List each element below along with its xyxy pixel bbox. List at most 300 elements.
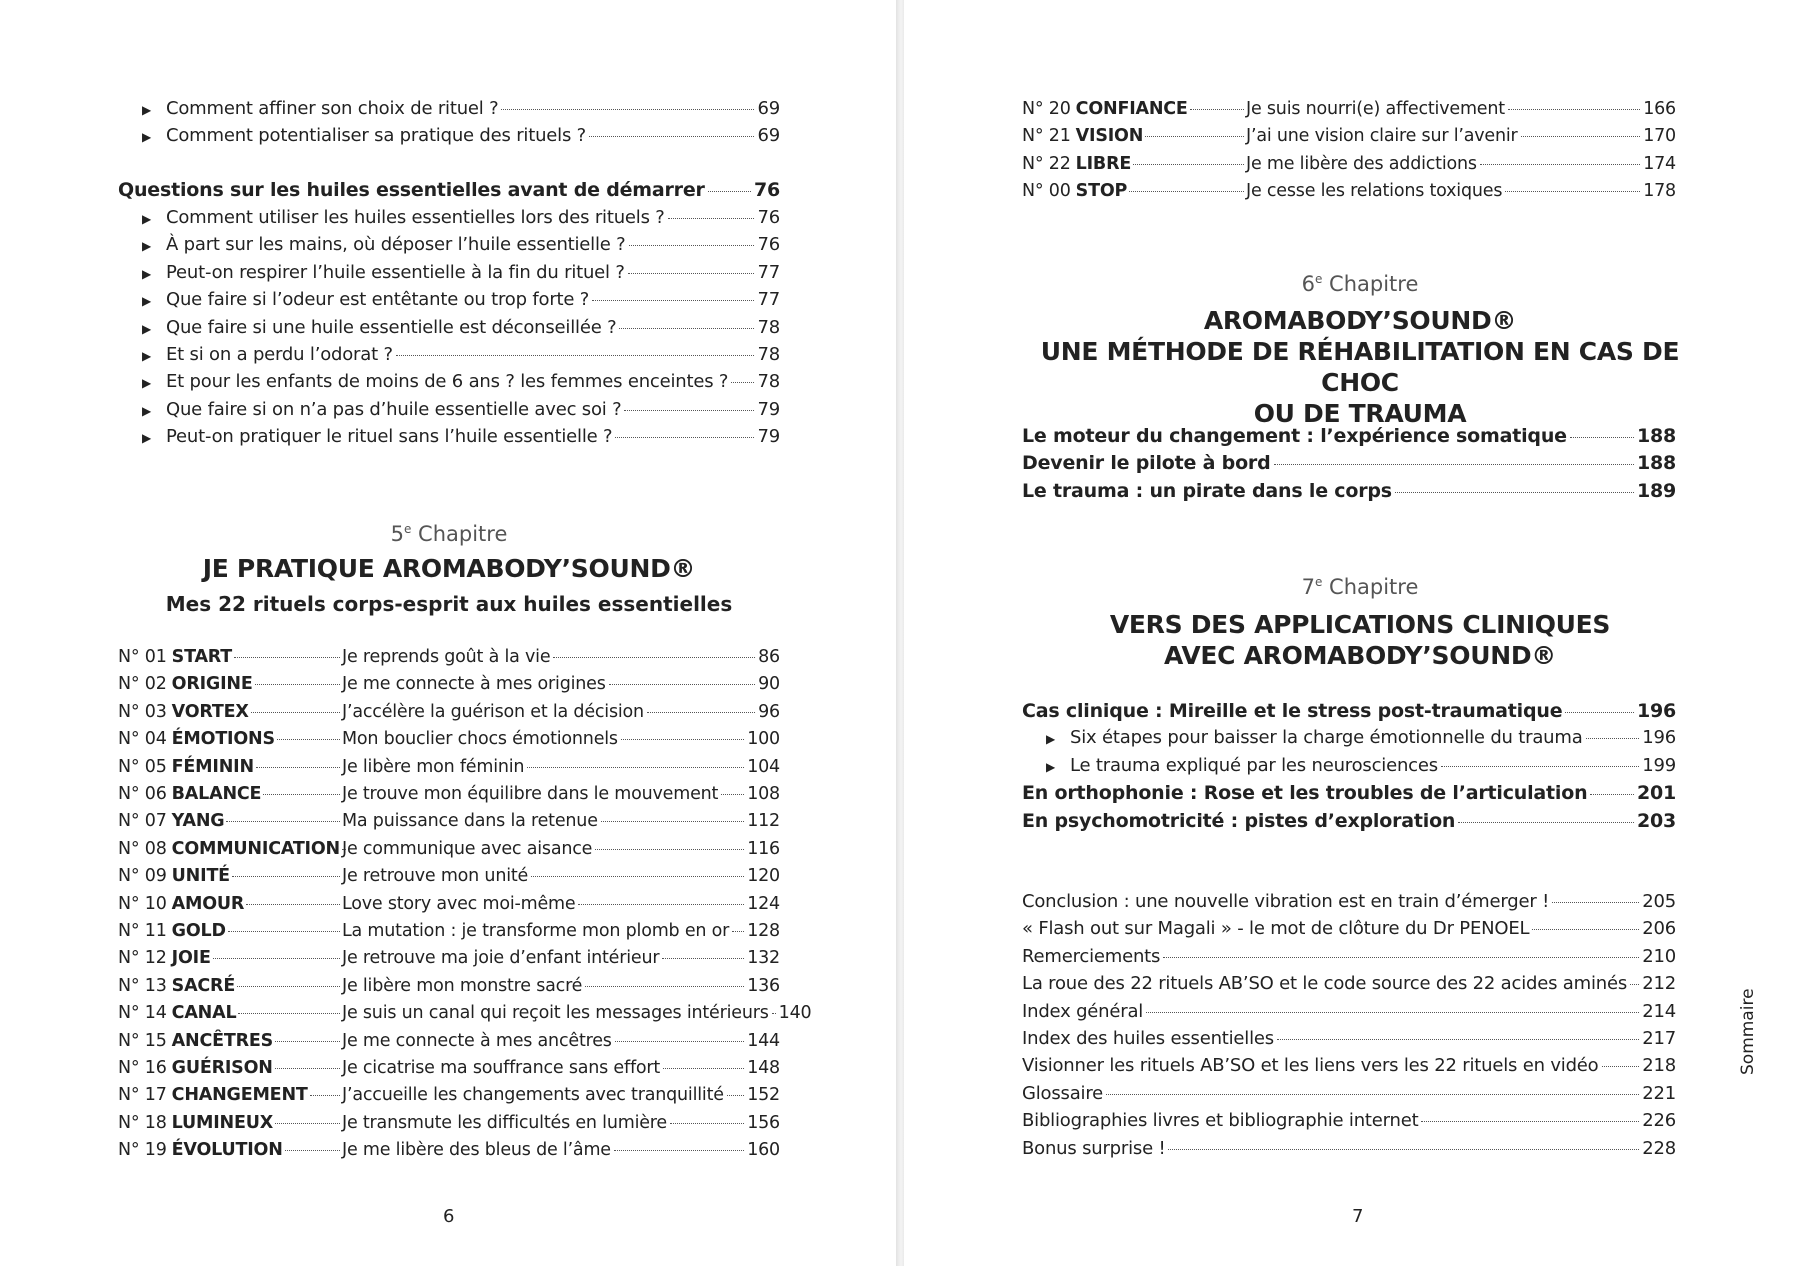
- dot-leader: [1395, 492, 1634, 493]
- dot-leader: [1508, 109, 1640, 110]
- dot-leader: [285, 1150, 340, 1151]
- ritual-label-group: [1022, 179, 1246, 203]
- ritual-name: JOIE: [171, 948, 211, 969]
- triangle-right-icon: ▶: [1046, 759, 1056, 774]
- ritual-label-group: [118, 864, 342, 888]
- dot-leader: [396, 355, 755, 356]
- toc-page-number: 79: [757, 426, 780, 448]
- ritual-number: N° 18: [118, 1112, 167, 1133]
- toc-section-heading[interactable]: [118, 178, 780, 202]
- dot-leader: [578, 904, 744, 905]
- dot-leader: [1277, 1039, 1639, 1040]
- dot-leader: [1168, 1149, 1639, 1150]
- chapter-6-title-line: UNE MÉTHODE DE RÉHABILITATION EN CAS DE CHOC: [1040, 337, 1680, 397]
- ritual-description: Je communique avec aisance: [342, 838, 593, 859]
- toc-page-number: 69: [757, 125, 780, 147]
- dot-leader: [1521, 136, 1641, 137]
- ritual-label-group: [118, 892, 342, 916]
- ritual-name: ÉMOTIONS: [171, 729, 275, 750]
- ritual-entry[interactable]: [118, 1029, 780, 1053]
- dot-leader: [1505, 191, 1640, 192]
- ritual-entry[interactable]: [118, 919, 780, 943]
- ritual-description: J’accélère la guérison et la décision: [342, 701, 644, 722]
- toc-subentry[interactable]: [1046, 726, 1676, 751]
- dot-leader: [727, 1095, 744, 1096]
- ritual-number: N° 22: [1022, 153, 1071, 174]
- dot-leader: [1565, 712, 1634, 713]
- dot-leader: [1190, 109, 1244, 110]
- ritual-label-group: [1022, 152, 1246, 176]
- chapter-5-subtitle: Mes 22 rituels corps-esprit aux huiles essentielles: [165, 592, 733, 616]
- toc-page-number: 221: [1642, 1082, 1676, 1104]
- toc-section-heading[interactable]: [1022, 424, 1676, 448]
- ritual-number: N° 08: [118, 838, 167, 859]
- toc-page-number: 174: [1643, 153, 1676, 174]
- toc-entry-title: Que faire si une huile essentielle est déconseillée ?: [166, 316, 617, 338]
- page-number-left: 6: [443, 1206, 455, 1227]
- ritual-description: Je suis un canal qui reçoit les messages intérieurs: [342, 1003, 769, 1024]
- ritual-description: La mutation : je transforme mon plomb en or: [342, 921, 730, 941]
- ritual-number: N° 12: [118, 948, 167, 969]
- dot-leader: [1133, 164, 1244, 165]
- ritual-description: Je retrouve ma joie d’enfant intérieur: [342, 948, 660, 969]
- ritual-label-group: [118, 1029, 342, 1053]
- toc-entry-title: Remerciements: [1022, 945, 1161, 967]
- toc-entry-title: Index général: [1022, 1000, 1144, 1022]
- dot-leader: [1630, 984, 1639, 985]
- dot-leader: [1480, 164, 1640, 165]
- ritual-entry[interactable]: [118, 1083, 780, 1107]
- toc-section-heading[interactable]: [1022, 479, 1676, 503]
- toc-entry-title: Comment potentialiser sa pratique des rituels ?: [166, 125, 587, 147]
- ritual-entry[interactable]: [118, 755, 780, 779]
- ritual-name: CHANGEMENT: [171, 1085, 308, 1106]
- ritual-description: Je transmute les difficultés en lumière: [342, 1112, 667, 1133]
- ritual-label-group: [118, 727, 342, 751]
- toc-back-matter-entry[interactable]: [1022, 1027, 1676, 1051]
- chapter-7-title: [1030, 609, 1690, 671]
- ritual-name: GUÉRISON: [171, 1058, 273, 1078]
- triangle-right-icon: ▶: [142, 212, 152, 226]
- ritual-number: N° 11: [118, 921, 167, 941]
- toc-page-number: 196: [1642, 727, 1676, 749]
- toc-back-matter-entry[interactable]: [1022, 890, 1676, 914]
- dot-leader: [256, 767, 340, 768]
- toc-section-heading[interactable]: [1022, 809, 1676, 833]
- ritual-label-group: [118, 645, 342, 669]
- ritual-description: Ma puissance dans la retenue: [342, 811, 598, 832]
- dot-leader: [275, 1041, 340, 1042]
- dot-leader: [1570, 437, 1634, 438]
- ritual-description: Mon bouclier chocs émotionnels: [342, 729, 618, 750]
- dot-leader: [589, 136, 754, 137]
- dot-leader: [1552, 902, 1639, 903]
- toc-page-number: 188: [1636, 425, 1676, 447]
- toc-subentry[interactable]: [142, 343, 780, 368]
- ritual-entry[interactable]: [1022, 152, 1676, 176]
- dot-leader: [246, 904, 340, 905]
- toc-page-number: 201: [1636, 782, 1676, 805]
- toc-entry-title: Comment affiner son choix de rituel ?: [166, 98, 499, 119]
- ritual-description: Je me connecte à mes origines: [342, 674, 606, 695]
- dot-leader: [251, 712, 340, 713]
- ritual-entry[interactable]: [118, 645, 780, 669]
- ritual-number: N° 01: [118, 647, 167, 667]
- chapter-6-label: 6e Chapitre: [1301, 272, 1419, 296]
- ritual-name: VORTEX: [171, 701, 249, 722]
- toc-page-number: 178: [1643, 181, 1676, 202]
- dot-leader: [213, 958, 340, 959]
- toc-entry-title: Que faire si l’odeur est entêtante ou trop forte ?: [166, 289, 590, 311]
- ritual-label-group: [118, 672, 342, 696]
- ritual-entry[interactable]: [118, 700, 780, 724]
- toc-page-number: 78: [757, 344, 780, 365]
- toc-entry-title: Devenir le pilote à bord: [1022, 452, 1271, 475]
- ritual-entry[interactable]: [118, 946, 780, 970]
- dot-leader: [647, 712, 755, 713]
- ritual-entry[interactable]: [118, 974, 780, 998]
- chapter-7-title-line: VERS DES APPLICATIONS CLINIQUES: [1109, 610, 1611, 639]
- ritual-description: Je reprends goût à la vie: [342, 647, 551, 667]
- dot-leader: [342, 849, 346, 850]
- ritual-entry[interactable]: [1022, 179, 1676, 203]
- ritual-number: N° 03: [118, 701, 167, 722]
- ritual-number: N° 19: [118, 1140, 167, 1161]
- dot-leader: [621, 739, 744, 740]
- dot-leader: [1441, 766, 1639, 767]
- dot-leader: [615, 437, 754, 438]
- dot-leader: [232, 876, 340, 877]
- dot-leader: [238, 1013, 340, 1014]
- toc-page-number: 196: [1636, 700, 1676, 722]
- ritual-entry[interactable]: [118, 864, 780, 888]
- chapter-5-title: JE PRATIQUE AROMABODY’SOUND®: [202, 554, 696, 583]
- dot-leader: [601, 821, 744, 822]
- ritual-name: STOP: [1075, 181, 1128, 202]
- ritual-number: N° 05: [118, 756, 167, 777]
- dot-leader: [277, 739, 340, 740]
- ritual-name: CONFIANCE: [1075, 99, 1188, 119]
- ritual-name: UNITÉ: [171, 866, 230, 887]
- triangle-right-icon: ▶: [142, 130, 152, 145]
- dot-leader: [1106, 1094, 1639, 1095]
- toc-entry-title: En psychomotricité : pistes d’exploration: [1022, 809, 1456, 832]
- dot-leader: [708, 191, 751, 192]
- ritual-label-group: [1022, 124, 1246, 148]
- ritual-entry[interactable]: [118, 782, 780, 806]
- dot-leader: [553, 657, 755, 658]
- toc-subentry[interactable]: [142, 261, 780, 286]
- dot-leader: [609, 684, 755, 685]
- ritual-description: Je me connecte à mes ancêtres: [342, 1030, 612, 1051]
- ritual-name: YANG: [171, 811, 225, 832]
- toc-subentry[interactable]: [142, 288, 780, 313]
- dot-leader: [1532, 929, 1639, 930]
- ritual-number: N° 16: [118, 1058, 167, 1078]
- dot-leader: [226, 821, 340, 822]
- toc-entry-title: Bibliographies livres et bibliographie internet: [1022, 1110, 1419, 1132]
- toc-entry-title: Le trauma expliqué par les neurosciences: [1070, 754, 1438, 776]
- ritual-description: Je cicatrise ma souffrance sans effort: [342, 1058, 661, 1078]
- toc-page-number: 78: [757, 316, 780, 338]
- toc-page-number: 212: [1642, 973, 1676, 995]
- toc-entry-title: « Flash out sur Magali » - le mot de clôture du Dr PENOEL: [1022, 918, 1530, 940]
- triangle-right-icon: ▶: [142, 349, 152, 363]
- chapter-6-title-line: AROMABODY’SOUND®: [1203, 306, 1517, 335]
- ritual-entry[interactable]: [118, 672, 780, 696]
- ritual-entry[interactable]: [118, 892, 780, 916]
- toc-page-number: 100: [747, 729, 780, 750]
- toc-entry-title: Cas clinique : Mireille et le stress post-traumatique: [1022, 700, 1563, 722]
- ritual-entry[interactable]: [1022, 97, 1676, 121]
- ritual-description: J’accueille les changements avec tranquillité: [342, 1085, 724, 1106]
- toc-subentry[interactable]: [142, 97, 780, 122]
- dot-leader: [624, 410, 754, 411]
- toc-page-number: 124: [747, 893, 780, 914]
- toc-page-number: 170: [1643, 126, 1676, 147]
- toc-back-matter-entry[interactable]: [1022, 972, 1676, 996]
- ritual-description: Je cesse les relations toxiques: [1246, 181, 1503, 202]
- dot-leader: [619, 328, 754, 329]
- toc-page-number: 76: [757, 234, 780, 256]
- dot-leader: [592, 300, 754, 301]
- toc-page-number: 112: [747, 811, 780, 832]
- toc-page-number: 69: [757, 98, 780, 119]
- dot-leader: [1146, 1012, 1639, 1013]
- dot-leader: [1458, 822, 1634, 823]
- dot-leader: [263, 794, 340, 795]
- dot-leader: [585, 986, 744, 987]
- triangle-right-icon: ▶: [1046, 732, 1056, 747]
- ritual-label-group: [118, 919, 342, 943]
- triangle-right-icon: ▶: [142, 431, 152, 446]
- dot-leader: [1586, 738, 1640, 739]
- ritual-name: LUMINEUX: [171, 1112, 274, 1133]
- page-number-right: 7: [1352, 1206, 1364, 1227]
- ritual-name: ÉVOLUTION: [171, 1140, 283, 1161]
- toc-entry-title: Bonus surprise !: [1022, 1137, 1166, 1159]
- toc-page-number: 156: [747, 1112, 780, 1133]
- ritual-label-group: [118, 782, 342, 806]
- dot-leader: [629, 245, 755, 246]
- toc-back-matter-entry[interactable]: [1022, 1082, 1676, 1106]
- toc-subentry[interactable]: [142, 370, 780, 395]
- ritual-description: Je trouve mon équilibre dans le mouvement: [342, 784, 719, 804]
- triangle-right-icon: ▶: [142, 294, 152, 309]
- toc-page-number: 76: [757, 207, 780, 228]
- toc-page-number: 228: [1642, 1137, 1676, 1159]
- toc-subentry[interactable]: [142, 206, 780, 231]
- toc-entry-title: Glossaire: [1022, 1082, 1104, 1104]
- toc-page-number: 132: [747, 948, 780, 969]
- ritual-label-group: [118, 1056, 342, 1080]
- ritual-number: N° 09: [118, 866, 167, 887]
- dot-leader: [255, 684, 340, 685]
- toc-page-number: 79: [757, 398, 780, 420]
- toc-subentry[interactable]: [142, 124, 780, 149]
- chapter-7-label: 7e Chapitre: [1301, 575, 1419, 599]
- dot-leader: [1163, 957, 1639, 958]
- toc-entry-title: Six étapes pour baisser la charge émotionnelle du trauma: [1070, 727, 1583, 749]
- toc-back-matter-entry[interactable]: [1022, 917, 1676, 941]
- ritual-label-group: [118, 837, 342, 861]
- ritual-description: Je suis nourri(e) affectivement: [1246, 99, 1505, 119]
- toc-entry-title: Comment utiliser les huiles essentielles lors des rituels ?: [166, 207, 665, 228]
- toc-subentry[interactable]: [1046, 754, 1676, 779]
- ritual-number: N° 02: [118, 674, 167, 695]
- ritual-name: CANAL: [171, 1003, 237, 1024]
- toc-page-number: 152: [747, 1085, 780, 1106]
- toc-entry-title: Que faire si on n’a pas d’huile essentielle avec soi ?: [166, 398, 622, 420]
- ritual-number: N° 07: [118, 811, 167, 832]
- dot-leader: [670, 1123, 744, 1124]
- toc-page-number: 210: [1642, 945, 1676, 967]
- toc-entry-title: Peut-on pratiquer le rituel sans l’huile essentielle ?: [166, 426, 613, 448]
- toc-page-number: 217: [1642, 1028, 1676, 1049]
- dot-leader: [234, 657, 340, 658]
- toc-entry-title: Et pour les enfants de moins de 6 ans ? les femmes enceintes ?: [166, 371, 729, 393]
- ritual-entry[interactable]: [118, 727, 780, 751]
- ritual-number: N° 21: [1022, 126, 1071, 147]
- ritual-number: N° 04: [118, 729, 167, 750]
- toc-page-number: 189: [1636, 479, 1676, 502]
- ritual-name: AMOUR: [171, 893, 245, 914]
- ritual-name: COMMUNICATION: [171, 838, 340, 859]
- triangle-right-icon: ▶: [142, 403, 152, 418]
- toc-back-matter-entry[interactable]: [1022, 945, 1676, 969]
- dot-leader: [275, 1068, 340, 1069]
- toc-page-number: 96: [758, 701, 780, 722]
- toc-page-number: 90: [758, 674, 780, 695]
- dot-leader: [1421, 1121, 1639, 1122]
- ritual-description: Love story avec moi-même: [342, 893, 576, 914]
- toc-page-number: 76: [753, 179, 780, 201]
- ritual-label-group: [118, 755, 342, 779]
- toc-page-number: 188: [1636, 452, 1676, 475]
- ritual-name: GOLD: [171, 921, 226, 941]
- toc-section-heading[interactable]: [1022, 699, 1676, 723]
- toc-page-number: 148: [747, 1058, 780, 1078]
- ritual-description: Je me libère des addictions: [1246, 153, 1477, 174]
- dot-leader: [721, 794, 744, 795]
- toc-page-number: 104: [747, 756, 780, 777]
- dot-leader: [1602, 1066, 1640, 1067]
- triangle-right-icon: ▶: [142, 321, 152, 336]
- dot-leader: [628, 273, 755, 274]
- ritual-description: J’ai une vision claire sur l’avenir: [1246, 126, 1518, 147]
- ritual-label-group: [118, 974, 342, 998]
- ritual-entry[interactable]: [118, 1056, 780, 1080]
- toc-section-heading[interactable]: [1022, 451, 1676, 475]
- toc-back-matter-entry[interactable]: [1022, 1109, 1676, 1133]
- toc-entry-title: Le moteur du changement : l’expérience somatique: [1022, 425, 1567, 447]
- dot-leader: [527, 767, 744, 768]
- ritual-number: N° 10: [118, 893, 167, 914]
- ritual-number: N° 20: [1022, 99, 1071, 119]
- dot-leader: [614, 1150, 744, 1151]
- toc-subentry[interactable]: [142, 425, 780, 450]
- ritual-label-group: [118, 1001, 342, 1025]
- ritual-entry[interactable]: [118, 809, 780, 833]
- dot-leader: [595, 849, 744, 850]
- ritual-name: FÉMININ: [171, 756, 254, 777]
- ritual-description: Je libère mon féminin: [342, 756, 525, 777]
- dot-leader: [310, 1095, 340, 1096]
- toc-entry-title: Visionner les rituels AB’SO et les liens vers les 22 rituels en vidéo: [1022, 1055, 1599, 1077]
- toc-page-number: 77: [757, 261, 780, 283]
- toc-page-number: 136: [747, 975, 780, 996]
- dot-leader: [1129, 191, 1244, 192]
- ritual-number: N° 14: [118, 1003, 167, 1024]
- toc-entry-title: À part sur les mains, où déposer l’huile essentielle ?: [166, 234, 626, 256]
- toc-entry-title: Le trauma : un pirate dans le corps: [1022, 479, 1392, 502]
- triangle-right-icon: ▶: [142, 103, 152, 117]
- dot-leader: [668, 218, 755, 219]
- toc-back-matter-entry[interactable]: [1022, 1137, 1676, 1161]
- toc-entry-title: Questions sur les huiles essentielles avant de démarrer: [118, 179, 705, 201]
- dot-leader: [1590, 794, 1634, 795]
- ritual-entry[interactable]: [118, 1111, 780, 1135]
- dot-leader: [275, 1123, 340, 1124]
- toc-subentry[interactable]: [142, 316, 780, 341]
- ritual-name: SACRÉ: [171, 975, 236, 996]
- toc-subentry[interactable]: [142, 398, 780, 423]
- toc-back-matter-entry[interactable]: [1022, 1054, 1676, 1078]
- toc-page-number: 86: [758, 647, 780, 667]
- ritual-number: N° 15: [118, 1030, 167, 1051]
- toc-entry-title: Index des huiles essentielles: [1022, 1028, 1274, 1049]
- ritual-label-group: [118, 700, 342, 724]
- dot-leader: [663, 1068, 744, 1069]
- toc-page-number: 214: [1642, 1000, 1676, 1022]
- toc-section-heading[interactable]: [1022, 781, 1676, 805]
- toc-back-matter-entry[interactable]: [1022, 1000, 1676, 1024]
- ritual-name: LIBRE: [1075, 153, 1132, 174]
- triangle-right-icon: ▶: [142, 376, 152, 391]
- dot-leader: [501, 109, 754, 110]
- toc-subentry[interactable]: [142, 233, 780, 258]
- toc-entry-title: Et si on a perdu l’odorat ?: [166, 344, 393, 365]
- ritual-label-group: [118, 809, 342, 833]
- ritual-number: N° 17: [118, 1085, 167, 1106]
- dot-leader: [228, 931, 340, 932]
- toc-page-number: 205: [1642, 891, 1676, 912]
- dot-leader: [615, 1041, 744, 1042]
- toc-page-number: 116: [747, 838, 780, 859]
- toc-page-number: 166: [1643, 99, 1676, 119]
- toc-page-number: 203: [1636, 809, 1676, 832]
- chapter-6-title: [1010, 305, 1710, 429]
- toc-entry-title: Conclusion : une nouvelle vibration est en train d’émerger !: [1022, 891, 1550, 912]
- chapter-7-title-line: AVEC AROMABODY’SOUND®: [1164, 641, 1556, 670]
- ritual-entry[interactable]: [118, 1138, 780, 1162]
- ritual-description: Je retrouve mon unité: [342, 866, 529, 887]
- toc-page-number: 77: [757, 289, 780, 311]
- ritual-entry[interactable]: [1022, 124, 1676, 148]
- toc-page-number: 218: [1642, 1055, 1676, 1077]
- chapter-6-title-line: OU DE TRAUMA: [1253, 399, 1467, 428]
- ritual-label-group: [118, 1083, 342, 1107]
- ritual-entry[interactable]: [118, 1001, 812, 1025]
- ritual-label-group: [118, 946, 342, 970]
- ritual-name: VISION: [1075, 126, 1144, 147]
- ritual-entry[interactable]: [118, 837, 780, 861]
- dot-leader: [732, 931, 744, 932]
- dot-leader: [531, 876, 744, 877]
- toc-page-number: 199: [1642, 754, 1676, 776]
- chapter-5-label: 5e Chapitre: [390, 522, 508, 546]
- ritual-name: START: [171, 647, 233, 667]
